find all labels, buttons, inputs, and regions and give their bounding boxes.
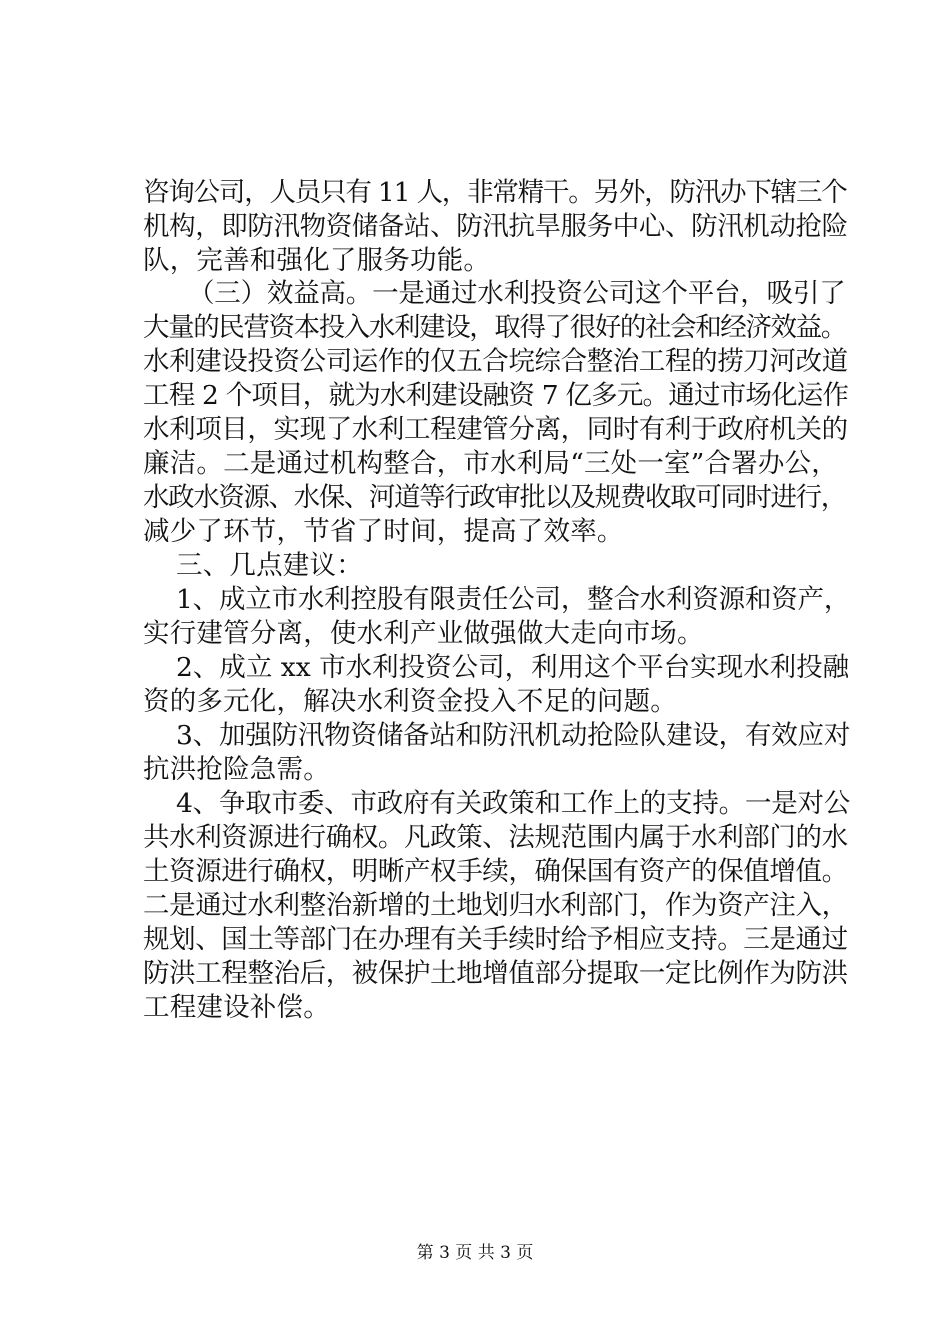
text-line: 共水利资源进行确权。凡政策、法规范围内属于水利部门的水: [143, 822, 848, 853]
text-line: 防洪工程整治后，被保护土地增值部分提取一定比例作为防洪: [143, 958, 848, 989]
text-line: 咨询公司，人员只有 11 人，非常精干。另外，防汛办下辖三个: [143, 177, 847, 208]
text-line: 大量的民营资本投入水利建设，取得了很好的社会和经济效益。: [143, 312, 846, 343]
text-line: 工程建设补偿。: [143, 992, 330, 1023]
text-line: 水利项目，实现了水利工程建管分离，同时有利于政府机关的: [143, 414, 848, 445]
text-line: 规划、国土等部门在办理有关手续时给予相应支持。三是通过: [143, 924, 848, 955]
text-line: 水利建设投资公司运作的仅五合垸综合整治工程的捞刀河改道: [143, 346, 848, 377]
section-heading: 三、几点建议：: [176, 550, 363, 581]
text-line: 抗洪抢险急需。: [143, 754, 330, 785]
text-line: 2、成立 xx 市水利投资公司，利用这个平台实现水利投融: [176, 652, 850, 683]
text-line: 1、成立市水利控股有限责任公司，整合水利资源和资产，: [176, 584, 851, 615]
text-line: 3、加强防汛物资储备站和防汛机动抢险队建设，有效应对: [176, 720, 851, 751]
text-line: 实行建管分离，使水利产业做强做大走向市场。: [143, 618, 704, 649]
text-line: 二是通过水利整治新增的土地划归水利部门，作为资产注入，: [143, 890, 848, 921]
text-line: 廉洁。二是通过机构整合，市水利局“三处一室”合署办公，: [143, 448, 838, 479]
text-line: 机构，即防汛物资储备站、防汛抗旱服务中心、防汛机动抢险: [143, 211, 848, 242]
text-line: 资的多元化，解决水利资金投入不足的问题。: [143, 686, 677, 717]
text-line: 工程 2 个项目，就为水利建设融资 7 亿多元。通过市场化运作: [143, 380, 849, 411]
text-line: 4、争取市委、市政府有关政策和工作上的支持。一是对公: [176, 788, 851, 819]
text-line: 土资源进行确权，明晰产权手续，确保国有资产的保值增值。: [143, 856, 848, 887]
text-line: 水政水资源、水保、河道等行政审批以及规费收取可同时进行，: [143, 482, 846, 513]
text-line: （三）效益高。一是通过水利投资公司这个平台，吸引了: [188, 278, 846, 309]
text-line: 减少了环节，节省了时间，提高了效率。: [143, 516, 624, 547]
text-line: 队，完善和强化了服务功能。: [143, 245, 491, 276]
page-number-footer: 第 3 页 共 3 页: [416, 1243, 534, 1263]
